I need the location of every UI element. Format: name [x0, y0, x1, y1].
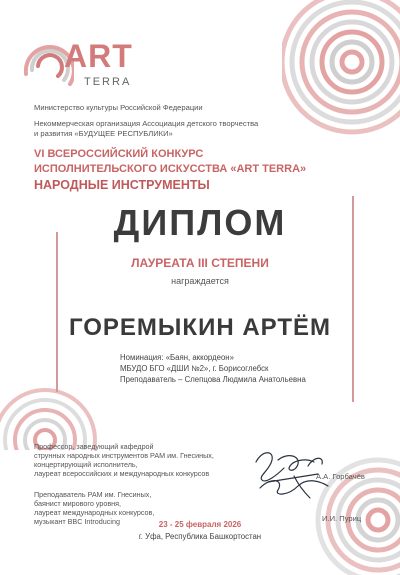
nonprofit-line-2: и развития «БУДУЩЕЕ РЕСПУБЛИКИ» [34, 129, 173, 138]
jury-2-name: И.И. Пуриц [322, 514, 362, 523]
nonprofit-line-1: Некоммерческая организация Ассоциация детского творчества [34, 119, 259, 128]
logo-terra-text: TERRA [84, 76, 132, 88]
jury-1-bio [34, 442, 214, 478]
art-terra-logo [24, 20, 174, 100]
jury-1-bio-line: струнных народных инструментов РАМ им. Гнесиных, [34, 451, 214, 460]
recipient-name: ГОРЕМЫКИН АРТЁМ [68, 314, 332, 341]
signature-image [248, 446, 338, 504]
jury-2-bio-line: лауреат международных конкурсов, [34, 508, 155, 517]
event-location: г. Уфа, Республика Башкортостан [138, 532, 262, 541]
jury-2-bio-line: баянист мирового уровня, [34, 499, 122, 508]
contest-line-2: ИСПОЛНИТЕЛЬСКОГО ИСКУССТВА «ART TERRA» [34, 163, 307, 175]
jury-1-bio-line: Профессор, заведующий кафедрой [34, 442, 154, 451]
contest-line-3: НАРОДНЫЕ ИНСТРУМЕНТЫ [34, 178, 210, 192]
logo-art-text: ART [64, 38, 133, 74]
awarded-text: награждается [171, 276, 229, 286]
award-details [120, 352, 306, 385]
laureate-degree: ЛАУРЕАТА III СТЕПЕНИ [131, 256, 269, 270]
ministry-text: Министерство культуры Российской Федерации [34, 103, 203, 112]
rings-decoration-bottom-left [0, 380, 110, 450]
jury-2-bio-line: Преподаватель РАМ им. Гнесиных, [34, 490, 152, 499]
jury-1-bio-line: лауреат всероссийских и международных конкурсов [34, 469, 210, 478]
school-text: МБУДО БГО «ДШИ №2», г. Борисоглебск [120, 364, 269, 373]
jury-1-bio-line: концертирующий исполнитель, [34, 460, 138, 469]
nomination-text: Номинация: «Баян, аккордеон» [120, 353, 234, 362]
contest-line-1: VI ВСЕРОССИЙСКИЙ КОНКУРС [34, 148, 204, 160]
jury-1-name: А.А. Горбачёв [316, 472, 365, 481]
event-dates: 23 - 25 февраля 2026 [158, 520, 242, 529]
teacher-text: Преподаватель – Слепцова Людмила Анатольевна [120, 375, 306, 384]
jury-2-bio-line: музыкант BBC Introducing [34, 517, 120, 526]
diploma-title: ДИПЛОМ [113, 202, 287, 243]
rings-decoration-top-right [282, 0, 400, 150]
